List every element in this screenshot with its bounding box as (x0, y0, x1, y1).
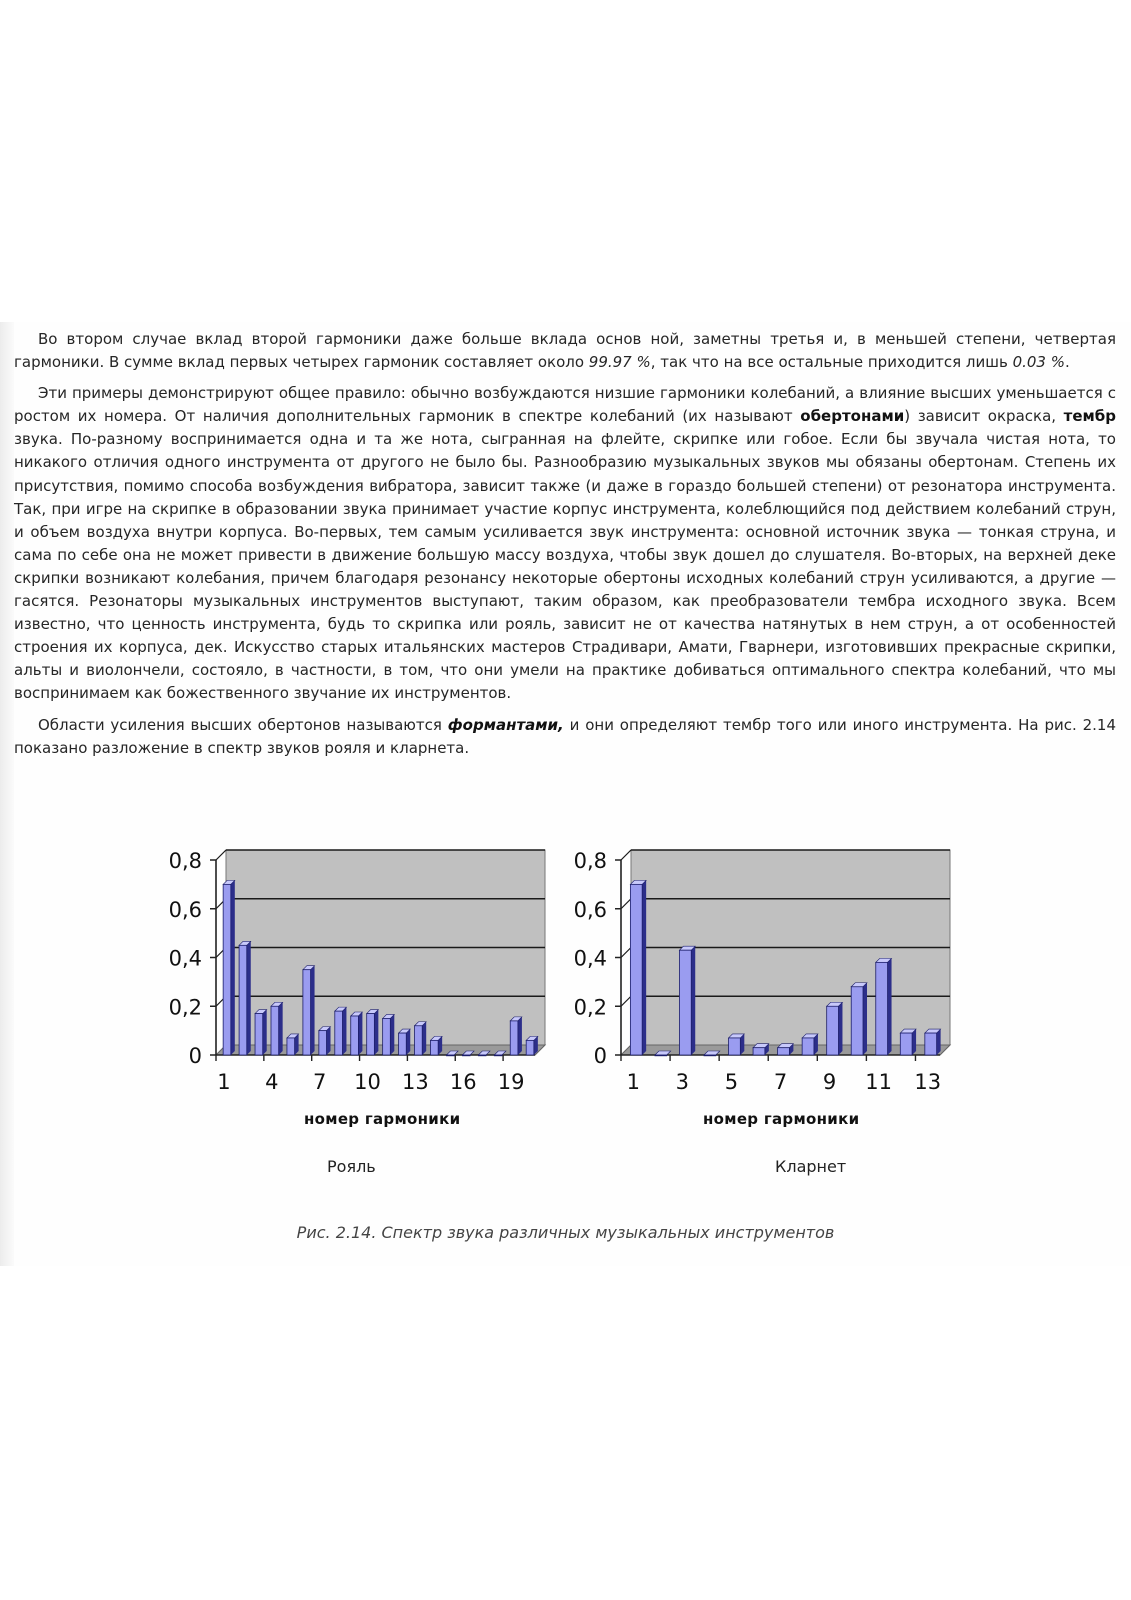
piano-bar-front (351, 1016, 359, 1055)
piano-bar-5 (287, 1034, 299, 1055)
clarinet-bar-side (838, 1002, 842, 1055)
clarinet-bar-front (679, 950, 691, 1055)
clarinet-bar-front (729, 1038, 741, 1055)
clarinet-bar-9 (827, 1002, 843, 1055)
piano-bar-side (374, 1010, 378, 1055)
scan-shadow-edge (0, 322, 14, 1266)
clarinet-bar-front (851, 987, 863, 1055)
paragraph-harmonics-contribution: Во втором случае вклад второй гармоники даже больше вклада основ ной, заметны третья и, в меньшей степени, четвертая гармоники. В сумме вклад первых четырех гармоник составляет около 99.97 %, так что на все остальные приходится лишь 0.03 %. (14, 330, 1116, 372)
piano-x-tick-label: 13 (402, 1070, 429, 1094)
clarinet-gridline-diag (621, 899, 631, 909)
piano-y-tick-label: 0,2 (168, 995, 202, 1020)
piano-bar-side (311, 966, 315, 1055)
piano-spectrum-chart (150, 845, 560, 1119)
piano-bar-side (406, 1029, 410, 1055)
clarinet-bar-6 (753, 1044, 769, 1055)
piano-bar-side (342, 1007, 346, 1055)
clarinet-bar-front (900, 1033, 912, 1055)
piano-bar-side (231, 880, 235, 1055)
piano-bar-side (358, 1012, 362, 1055)
piano-bar-10 (367, 1010, 379, 1055)
piano-chart-svg (150, 845, 560, 1115)
piano-bar-20 (526, 1036, 538, 1055)
piano-bar-front (446, 1055, 454, 1056)
piano-bar-front (399, 1033, 407, 1055)
clarinet-y-tick-label: 0,4 (573, 946, 607, 971)
clarinet-x-axis-label: номер гармоники (703, 1110, 860, 1128)
piano-x-axis-label: номер гармоники (304, 1110, 461, 1128)
clarinet-bar-side (912, 1029, 916, 1055)
clarinet-bar-1 (630, 880, 646, 1055)
clarinet-gridline-diag (621, 996, 631, 1006)
piano-bar-front (415, 1026, 423, 1055)
piano-bar-2 (239, 941, 251, 1055)
piano-bar-19 (510, 1017, 522, 1055)
piano-bar-side (279, 1002, 283, 1055)
clarinet-bar-13 (925, 1029, 941, 1055)
clarinet-bar-front (925, 1033, 937, 1055)
italic-value: 0.03 % (1012, 353, 1065, 372)
piano-bar-12 (399, 1029, 411, 1055)
clarinet-bar-front (630, 884, 642, 1055)
clarinet-bar-front (802, 1038, 814, 1055)
piano-x-tick-label: 1 (217, 1070, 231, 1094)
piano-bar-11 (383, 1014, 395, 1055)
clarinet-bar-side (937, 1029, 941, 1055)
piano-bar-front (478, 1055, 486, 1056)
clarinet-bar-front (876, 962, 888, 1055)
piano-bar-9 (351, 1012, 363, 1055)
clarinet-x-tick-label: 13 (914, 1070, 942, 1094)
piano-bar-front (287, 1038, 295, 1055)
figure-caption: Рис. 2.14. Спектр звука различных музыкальных инструментов (296, 1223, 835, 1242)
clarinet-bar-11 (876, 958, 892, 1055)
clarinet-bar-5 (729, 1034, 745, 1055)
clarinet-bar-front (753, 1048, 765, 1055)
clarinet-x-tick-label: 5 (724, 1070, 739, 1094)
clarinet-bar-7 (778, 1044, 794, 1055)
paragraph-timbre-overtones: Эти примеры демонстрируют общее правило: обычно возбуждаются низшие гармоники колебаний, а влияние высших уменьшается с ростом их номера. От наличия дополнительных гармоник в спектре колебаний (их называют обертонами) зависит окраска, тембр звука. По-разному воспринимается одна и та же нота, сыгранная на флейте, скрипке или гобое. Если бы звучала чистая нота, то никакого отличия одного инструмента от другого не было бы. Разнообразию музыкальных звуков мы обязаны обертонам. Степень их присутствия, помимо способа возбуждения вибратора, зависит также (и даже в гораздо большей степени) от резонатора инструмента. Так, при игре на скрипке в образовании звука принимает участие корпус инструмента, колеблющийся под действием колебаний струн, и объем воздуха внутри корпуса. Во-первых, тем самым усиливается звук инструмента: основной источник звука — тонкая струна, и сама по себе она не может привести в движение большую массу воздуха, чтобы звук дошел до слушателя. Во-вторых, на верхней деке скрипки возникают колебания, причем благодаря резонансу некоторые обертоны исходных колебаний струн усиливаются, а другие — гасятся. Резонаторы музыкальных инструментов выступают, таким образом, как преобразователи тембра исходного звука. Всем известно, что ценность инструмента, будь то скрипка или рояль, зависит не от качества натянутых в нем струн, а от особенностей строения их корпуса, дек. Искусство старых итальянских мастеров Страдивари, Амати, Гварнери, изготовивших прекрасные скрипки, альты и виолончели, состояло, в частности, в том, что они умели на практике добиваться оптимального спектра колебаний, что мы воспринимаем как божественного звучание их инструментов. (14, 384, 1116, 703)
clarinet-bar-front (655, 1055, 667, 1056)
clarinet-y-tick-label: 0 (593, 1044, 607, 1068)
piano-bar-side (390, 1014, 394, 1055)
clarinet-gridline-diag (621, 850, 631, 860)
piano-x-tick-label: 10 (354, 1070, 381, 1094)
piano-y-tick-label: 0 (188, 1044, 202, 1068)
clarinet-x-tick-label: 7 (773, 1070, 788, 1094)
clarinet-bar-8 (802, 1034, 818, 1055)
piano-gridline-diag (216, 850, 226, 860)
clarinet-x-tick-label: 1 (626, 1070, 640, 1094)
clarinet-y-tick-label: 0,8 (573, 849, 607, 873)
piano-bar-14 (430, 1036, 442, 1055)
piano-bar-side (422, 1022, 426, 1055)
piano-bar-front (430, 1040, 438, 1055)
piano-bar-front (239, 945, 247, 1055)
clarinet-x-tick-label: 3 (675, 1070, 690, 1094)
clarinet-bar-3 (679, 946, 695, 1055)
piano-bar-4 (271, 1002, 283, 1055)
piano-bar-side (263, 1010, 267, 1055)
clarinet-spectrum-chart (555, 845, 965, 1119)
piano-bar-1 (223, 880, 235, 1055)
clarinet-bar-side (642, 880, 646, 1055)
italic-value: 99.97 % (588, 353, 651, 372)
clarinet-y-tick-label: 0,2 (573, 995, 607, 1020)
clarinet-chart-svg (555, 845, 965, 1115)
piano-y-tick-label: 0,4 (168, 946, 202, 971)
clarinet-gridline-diag (621, 948, 631, 958)
piano-bar-side (327, 1027, 331, 1055)
clarinet-plot-area (621, 850, 950, 1055)
piano-bar-front (255, 1014, 263, 1055)
piano-bar-front (367, 1014, 375, 1055)
emphasized-term: тембр (1063, 407, 1116, 426)
piano-bar-front (526, 1040, 534, 1055)
piano-x-tick-label: 4 (265, 1070, 279, 1094)
piano-bar-front (303, 970, 311, 1055)
piano-bar-front (494, 1055, 502, 1056)
piano-bar-7 (319, 1027, 331, 1055)
clarinet-bar-front (778, 1048, 790, 1055)
emphasized-term: обертонами (800, 407, 905, 426)
clarinet-bar-side (691, 946, 695, 1055)
piano-bar-side (247, 941, 251, 1055)
clarinet-bar-front (827, 1006, 839, 1055)
clarinet-label: Кларнет (775, 1157, 847, 1176)
clarinet-bar-front (704, 1055, 716, 1056)
paragraph-formants: Области усиления высших обертонов называются формантами, и они определяют тембр того или иного инструмента. На рис. 2.14 показано разложение в спектр звуков рояля и кларнета. (14, 715, 1116, 757)
emphasized-term: формантами, (447, 715, 564, 734)
clarinet-bar-12 (900, 1029, 916, 1055)
piano-x-tick-label: 16 (449, 1070, 477, 1094)
piano-bar-8 (335, 1007, 347, 1055)
clarinet-x-tick-label: 9 (822, 1070, 837, 1094)
clarinet-bar-side (863, 983, 867, 1055)
body-text (14, 328, 1116, 768)
piano-label: Рояль (327, 1157, 376, 1176)
piano-bar-6 (303, 966, 315, 1055)
clarinet-bar-side (888, 958, 892, 1055)
piano-bar-3 (255, 1010, 267, 1055)
piano-bar-front (271, 1006, 279, 1055)
piano-bar-front (383, 1018, 391, 1055)
piano-y-tick-label: 0,8 (168, 849, 202, 873)
piano-x-tick-label: 19 (497, 1070, 525, 1094)
piano-bar-front (510, 1021, 518, 1055)
piano-x-tick-label: 7 (312, 1070, 327, 1094)
piano-bar-side (518, 1017, 522, 1055)
clarinet-bar-10 (851, 983, 867, 1055)
piano-bar-front (319, 1031, 327, 1055)
clarinet-y-tick-label: 0,6 (573, 897, 607, 922)
piano-y-tick-label: 0,6 (168, 897, 202, 922)
piano-bar-front (462, 1055, 470, 1056)
piano-bar-front (335, 1011, 343, 1055)
clarinet-x-tick-label: 11 (865, 1070, 893, 1094)
piano-bar-13 (415, 1022, 427, 1055)
piano-bar-front (223, 884, 231, 1055)
